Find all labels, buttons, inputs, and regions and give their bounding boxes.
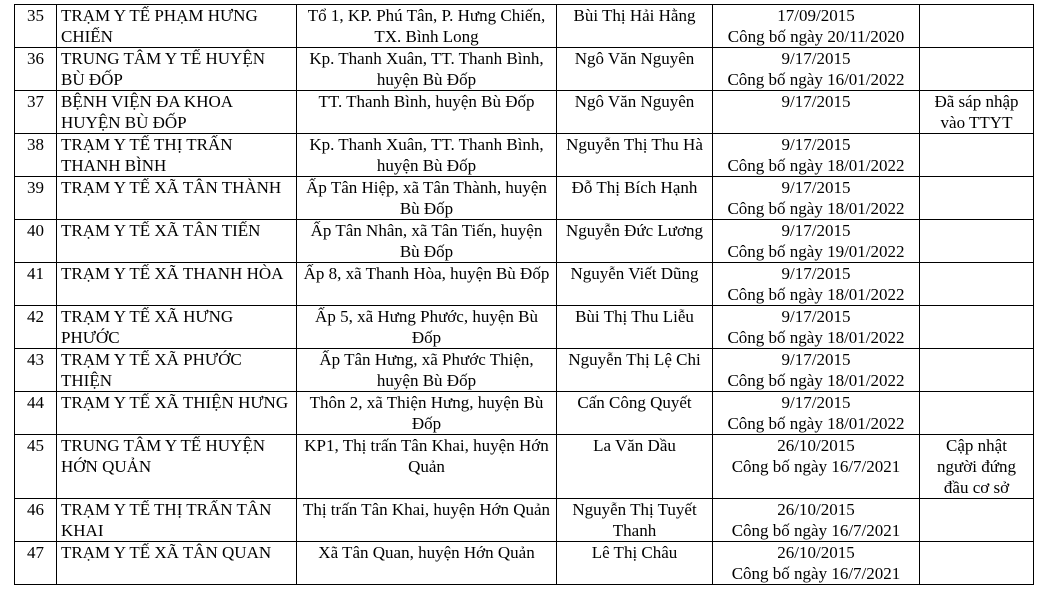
facility-name: TRẠM Y TẾ PHẠM HƯNG CHIẾN <box>61 6 258 46</box>
address-cell <box>297 134 557 177</box>
note-text: Cập nhật người đứng đầu cơ sở <box>937 436 1016 497</box>
head-person-name: Nguyễn Thị Tuyết Thanh <box>572 500 697 540</box>
row-number: 38 <box>27 135 44 154</box>
registration-date: 9/17/2015 <box>781 221 851 240</box>
registration-date: 9/17/2015 <box>781 49 851 68</box>
table-row <box>15 134 1034 177</box>
address-cell <box>297 220 557 263</box>
facility-name-cell <box>57 91 297 134</box>
row-number-cell <box>15 263 57 306</box>
head-person-cell <box>557 177 713 220</box>
publication-date: Công bố ngày 20/11/2020 <box>727 27 905 46</box>
row-number: 42 <box>27 307 44 326</box>
row-number-cell <box>15 177 57 220</box>
note-cell <box>920 263 1034 306</box>
row-number: 41 <box>27 264 44 283</box>
address-cell <box>297 435 557 499</box>
head-person-name: Ngô Văn Nguyên <box>574 49 695 68</box>
facility-address: Ấp Tân Hưng, xã Phước Thiện, huyện Bù Đốp <box>319 350 534 390</box>
head-person-cell <box>557 392 713 435</box>
row-number: 44 <box>27 393 44 412</box>
registration-date: 9/17/2015 <box>781 393 851 412</box>
head-person-name: Ngô Văn Nguyên <box>574 92 695 111</box>
date-cell <box>713 542 920 585</box>
facility-address: Ấp 8, xã Thanh Hòa, huyện Bù Đốp <box>303 264 550 283</box>
address-cell <box>297 48 557 91</box>
head-person-cell <box>557 263 713 306</box>
facility-name: TRẠM Y TẾ XÃ THIỆN HƯNG <box>61 393 289 412</box>
publication-date: Công bố ngày 18/01/2022 <box>727 285 905 304</box>
facility-name: TRẠM Y TẾ THỊ TRẤN TÂN KHAI <box>61 500 272 540</box>
address-cell <box>297 263 557 306</box>
head-person-cell <box>557 435 713 499</box>
table-row <box>15 349 1034 392</box>
row-number-cell <box>15 91 57 134</box>
head-person-name: Bùi Thị Hải Hằng <box>573 6 696 25</box>
table-row <box>15 220 1034 263</box>
address-cell <box>297 306 557 349</box>
note-cell <box>920 5 1034 48</box>
date-cell <box>713 134 920 177</box>
head-person-cell <box>557 134 713 177</box>
facility-name: TRẠM Y TẾ THỊ TRẤN THANH BÌNH <box>61 135 233 175</box>
facility-name: TRẠM Y TẾ XÃ TÂN QUAN <box>61 543 272 562</box>
table-row <box>15 177 1034 220</box>
facility-address: KP1, Thị trấn Tân Khai, huyện Hớn Quản <box>304 436 549 476</box>
address-cell <box>297 91 557 134</box>
date-cell <box>713 392 920 435</box>
note-cell <box>920 499 1034 542</box>
publication-date: Công bố ngày 16/7/2021 <box>731 457 901 476</box>
facility-name-cell <box>57 5 297 48</box>
table-row <box>15 435 1034 499</box>
address-cell <box>297 5 557 48</box>
facility-address: TT. Thanh Bình, huyện Bù Đốp <box>318 92 535 111</box>
table-row <box>15 48 1034 91</box>
facility-name: TRUNG TÂM Y TẾ HUYỆN BÙ ĐỐP <box>61 49 265 89</box>
registration-date: 9/17/2015 <box>781 350 851 369</box>
head-person-cell <box>557 306 713 349</box>
head-person-name: Nguyễn Thị Thu Hà <box>566 135 703 154</box>
note-cell <box>920 392 1034 435</box>
head-person-name: Nguyễn Viết Dũng <box>570 264 699 283</box>
note-cell <box>920 542 1034 585</box>
note-cell <box>920 435 1034 499</box>
facility-address: Ấp Tân Hiệp, xã Tân Thành, huyện Bù Đốp <box>306 178 547 218</box>
publication-date: Công bố ngày 18/01/2022 <box>727 371 905 390</box>
row-number-cell <box>15 542 57 585</box>
head-person-cell <box>557 499 713 542</box>
address-cell <box>297 392 557 435</box>
facility-address: Thôn 2, xã Thiện Hưng, huyện Bù Đốp <box>309 393 544 433</box>
head-person-name: Đỗ Thị Bích Hạnh <box>571 178 698 197</box>
date-cell <box>713 499 920 542</box>
table-row <box>15 91 1034 134</box>
date-cell <box>713 48 920 91</box>
address-cell <box>297 177 557 220</box>
registration-date: 9/17/2015 <box>781 307 851 326</box>
row-number: 39 <box>27 178 44 197</box>
row-number-cell <box>15 435 57 499</box>
registration-date: 26/10/2015 <box>777 436 855 455</box>
registration-date: 26/10/2015 <box>777 500 855 519</box>
address-cell <box>297 349 557 392</box>
date-cell <box>713 220 920 263</box>
head-person-name: Nguyễn Đức Lương <box>566 221 703 240</box>
facility-name: TRẠM Y TẾ XÃ PHƯỚC THIỆN <box>61 350 242 390</box>
facility-name-cell <box>57 134 297 177</box>
head-person-cell <box>557 220 713 263</box>
facility-name: TRẠM Y TẾ XÃ TÂN TIẾN <box>61 221 261 240</box>
registration-date: 9/17/2015 <box>781 264 851 283</box>
facility-name-cell <box>57 435 297 499</box>
table-row <box>15 306 1034 349</box>
row-number: 45 <box>27 436 44 455</box>
facility-name-cell <box>57 177 297 220</box>
table-row <box>15 542 1034 585</box>
facility-name-cell <box>57 392 297 435</box>
facility-address: Ấp 5, xã Hưng Phước, huyện Bù Đốp <box>315 307 538 347</box>
date-cell <box>713 177 920 220</box>
note-cell <box>920 349 1034 392</box>
head-person-name: La Văn Dầu <box>593 436 676 455</box>
row-number: 46 <box>27 500 44 519</box>
note-cell <box>920 177 1034 220</box>
head-person-cell <box>557 91 713 134</box>
facility-name: TRẠM Y TẾ XÃ THANH HÒA <box>61 264 284 283</box>
row-number: 43 <box>27 350 44 369</box>
publication-date: Công bố ngày 18/01/2022 <box>727 156 905 175</box>
row-number-cell <box>15 392 57 435</box>
registration-date: 9/17/2015 <box>781 135 851 154</box>
facility-address: Kp. Thanh Xuân, TT. Thanh Bình, huyện Bù Đốp <box>309 135 544 175</box>
registration-date: 26/10/2015 <box>777 543 855 562</box>
table-row <box>15 392 1034 435</box>
facility-name: TRẠM Y TẾ XÃ TÂN THÀNH <box>61 178 282 197</box>
facility-name: TRẠM Y TẾ XÃ HƯNG PHƯỚC <box>61 307 234 347</box>
row-number-cell <box>15 499 57 542</box>
address-cell <box>297 499 557 542</box>
facility-address: Kp. Thanh Xuân, TT. Thanh Bình, huyện Bù Đốp <box>309 49 544 89</box>
publication-date: Công bố ngày 16/01/2022 <box>727 70 905 89</box>
row-number-cell <box>15 220 57 263</box>
publication-date: Công bố ngày 16/7/2021 <box>731 564 901 583</box>
facility-address: Xã Tân Quan, huyện Hớn Quản <box>318 543 535 562</box>
note-cell <box>920 91 1034 134</box>
head-person-cell <box>557 349 713 392</box>
table-row <box>15 499 1034 542</box>
facility-name-cell <box>57 306 297 349</box>
head-person-name: Nguyễn Thị Lệ Chi <box>568 350 701 369</box>
head-person-cell <box>557 542 713 585</box>
facility-name: TRUNG TÂM Y TẾ HUYỆN HỚN QUẢN <box>61 436 265 476</box>
facility-address: Thị trấn Tân Khai, huyện Hớn Quản <box>302 500 551 519</box>
facility-name-cell <box>57 220 297 263</box>
facility-name-cell <box>57 349 297 392</box>
registration-date: 17/09/2015 <box>777 6 855 25</box>
note-cell <box>920 134 1034 177</box>
facility-name-cell <box>57 542 297 585</box>
row-number-cell <box>15 349 57 392</box>
facility-address: Ấp Tân Nhân, xã Tân Tiến, huyện Bù Đốp <box>310 221 543 261</box>
head-person-name: Cấn Công Quyết <box>577 393 692 412</box>
facility-table-body <box>15 5 1034 585</box>
facility-table <box>14 4 1034 585</box>
head-person-cell <box>557 5 713 48</box>
row-number-cell <box>15 5 57 48</box>
publication-date: Công bố ngày 18/01/2022 <box>727 414 905 433</box>
registration-date: 9/17/2015 <box>781 178 851 197</box>
publication-date: Công bố ngày 19/01/2022 <box>727 242 905 261</box>
date-cell <box>713 349 920 392</box>
head-person-name: Lê Thị Châu <box>591 543 678 562</box>
row-number: 36 <box>27 49 44 68</box>
facility-name: BỆNH VIỆN ĐA KHOA HUYỆN BÙ ĐỐP <box>61 92 233 132</box>
table-row <box>15 5 1034 48</box>
facility-name-cell <box>57 499 297 542</box>
table-row <box>15 263 1034 306</box>
row-number: 35 <box>27 6 44 25</box>
note-cell <box>920 48 1034 91</box>
head-person-name: Bùi Thị Thu Liễu <box>575 307 694 326</box>
facility-address: Tổ 1, KP. Phú Tân, P. Hưng Chiến, TX. Bình Long <box>307 6 546 46</box>
facility-name-cell <box>57 48 297 91</box>
row-number: 40 <box>27 221 44 240</box>
note-cell <box>920 220 1034 263</box>
row-number-cell <box>15 48 57 91</box>
date-cell <box>713 306 920 349</box>
date-cell <box>713 91 920 134</box>
date-cell <box>713 435 920 499</box>
publication-date: Công bố ngày 16/7/2021 <box>731 521 901 540</box>
row-number: 37 <box>27 92 44 111</box>
row-number-cell <box>15 134 57 177</box>
row-number: 47 <box>27 543 44 562</box>
note-text: Đã sáp nhập vào TTYT <box>934 92 1019 132</box>
head-person-cell <box>557 48 713 91</box>
registration-date: 9/17/2015 <box>781 92 851 111</box>
date-cell <box>713 5 920 48</box>
address-cell <box>297 542 557 585</box>
publication-date: Công bố ngày 18/01/2022 <box>727 199 905 218</box>
row-number-cell <box>15 306 57 349</box>
date-cell <box>713 263 920 306</box>
publication-date: Công bố ngày 18/01/2022 <box>727 328 905 347</box>
note-cell <box>920 306 1034 349</box>
facility-name-cell <box>57 263 297 306</box>
